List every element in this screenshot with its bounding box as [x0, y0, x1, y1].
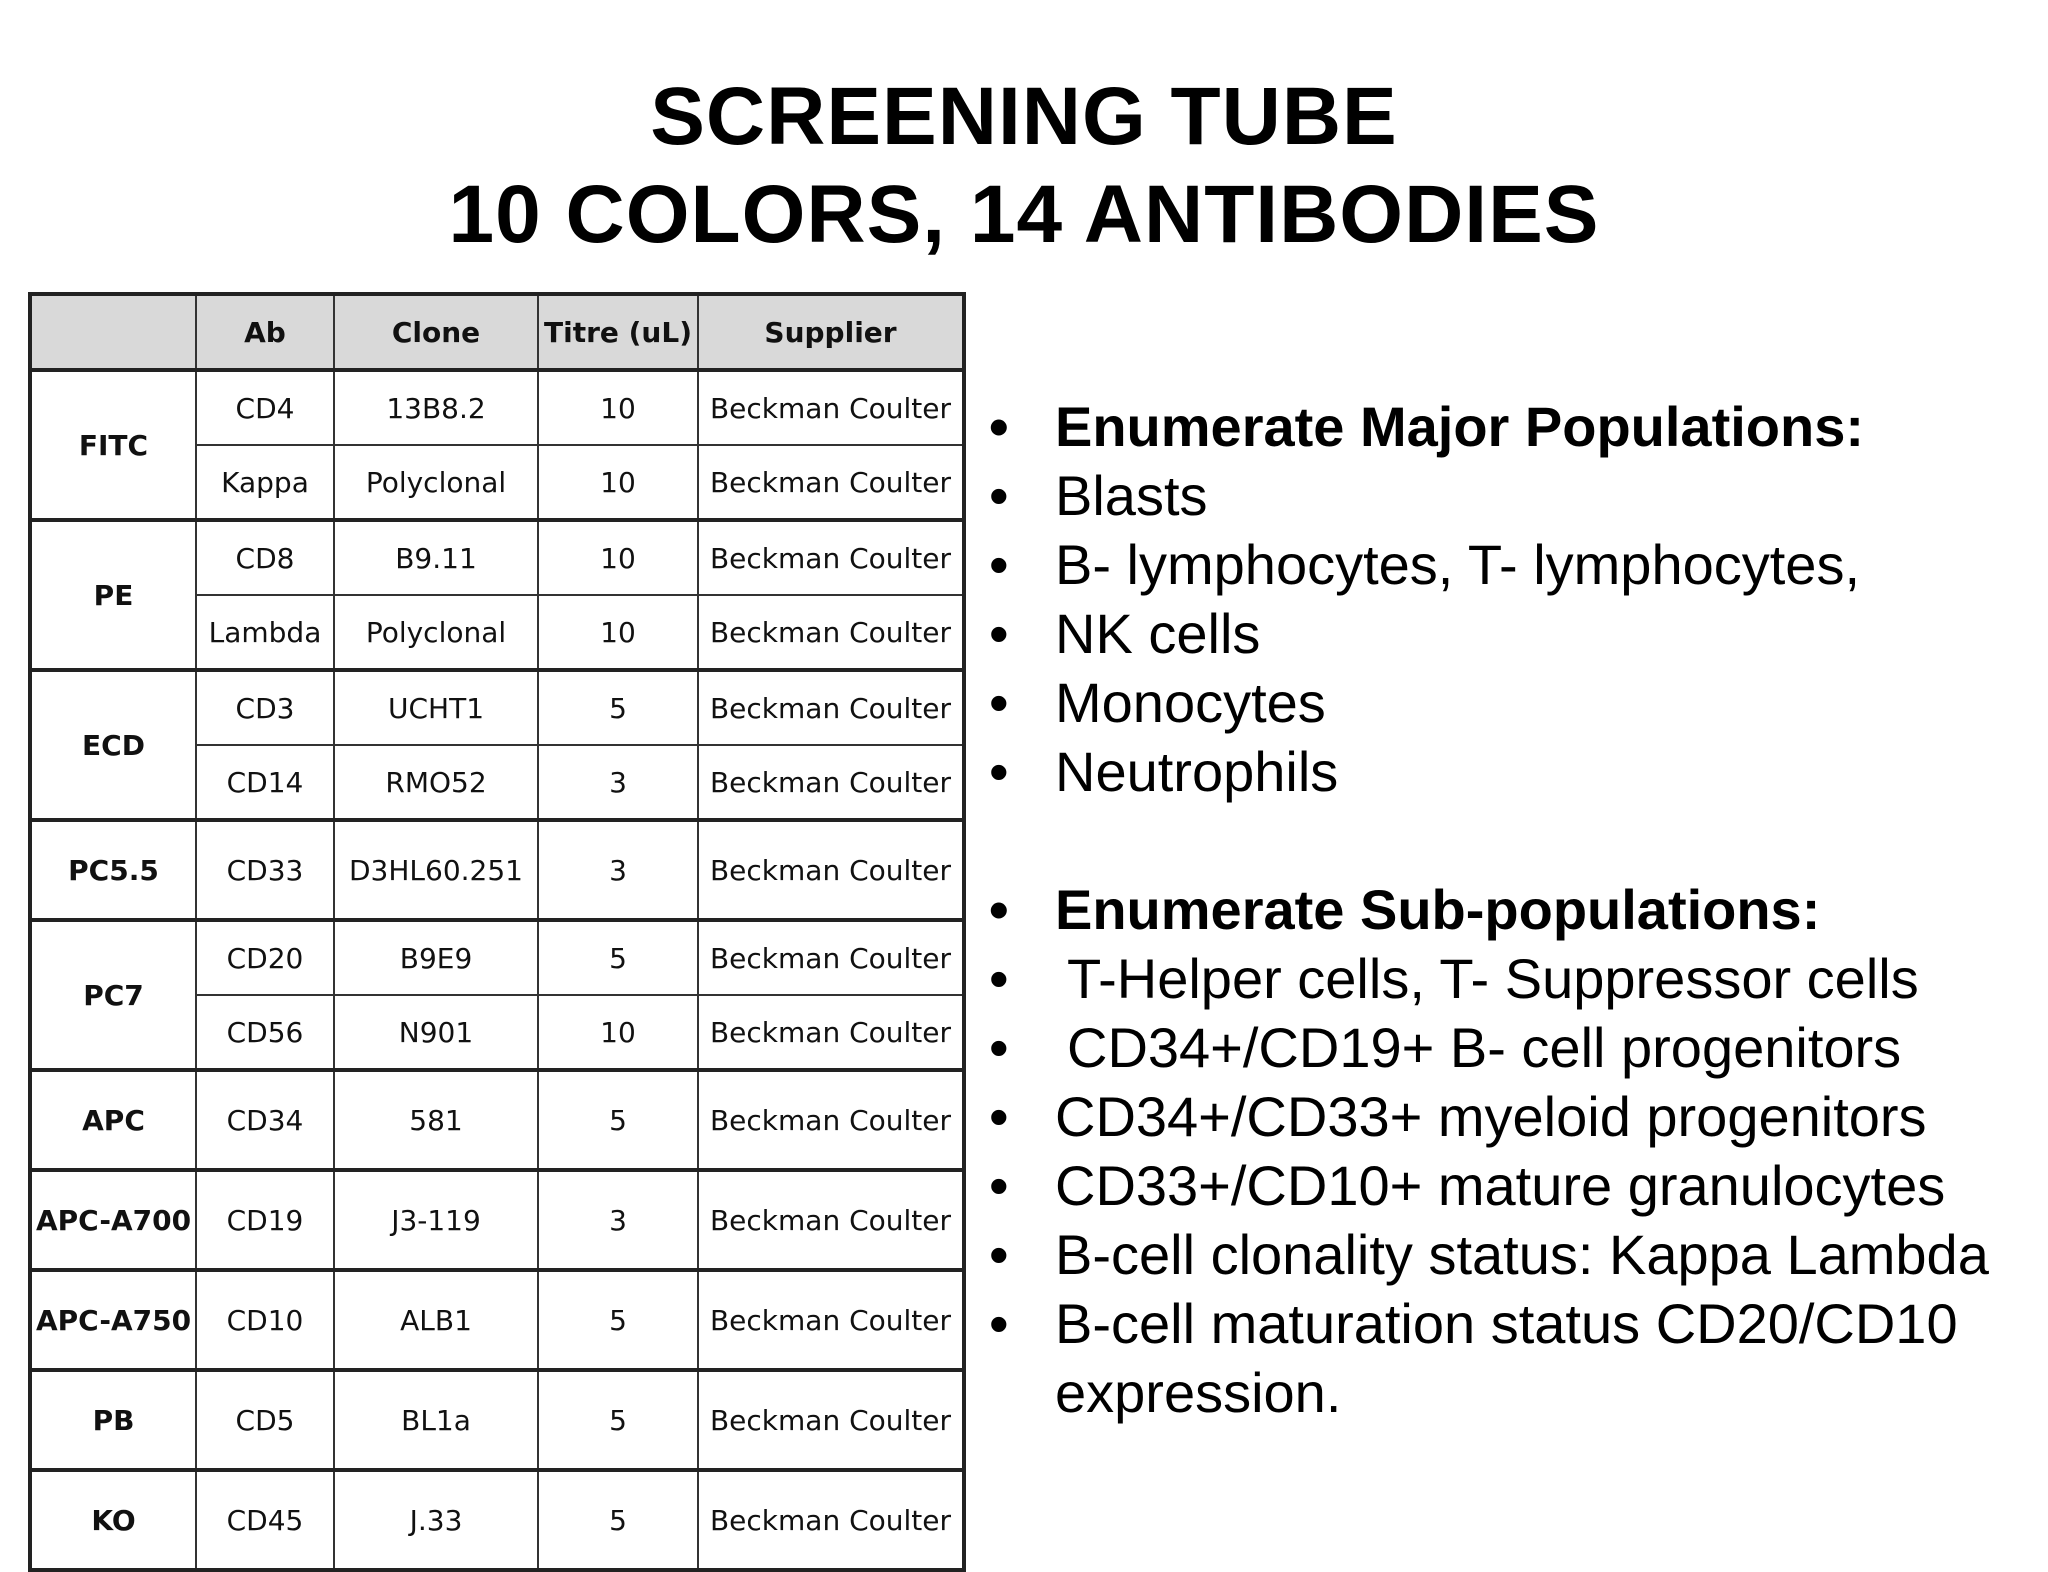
list-item [985, 599, 2035, 668]
supplier-cell: Beckman Coulter [698, 370, 964, 445]
antibody-panel-table [28, 292, 966, 1572]
list-item-text: B- lymphocytes, T- lymphocytes, [1055, 533, 1860, 596]
list-item [985, 1151, 2035, 1220]
major-populations-heading: Enumerate Major Populations: [1055, 395, 1864, 458]
sub-populations-heading: Enumerate Sub-populations: [1055, 878, 1821, 941]
list-item-text: T-Helper cells, T- Suppressor cells [1067, 947, 1919, 1010]
bullet-icon: • [989, 1016, 1009, 1079]
ab-cell: CD33 [196, 820, 334, 920]
list-item [985, 737, 2035, 806]
titre-cell: 5 [538, 1270, 698, 1370]
clone-cell: J3-119 [334, 1170, 538, 1270]
clone-cell: Polyclonal [334, 445, 538, 520]
titre-cell: 5 [538, 1070, 698, 1170]
list-item [985, 1220, 2035, 1289]
list-item [985, 1082, 2035, 1151]
clone-cell: ALB1 [334, 1270, 538, 1370]
table-row [30, 1070, 964, 1170]
ab-cell: CD4 [196, 370, 334, 445]
ab-cell: CD10 [196, 1270, 334, 1370]
list-item [985, 1289, 2035, 1427]
supplier-cell: Beckman Coulter [698, 1070, 964, 1170]
list-item-text: CD34+/CD19+ B- cell progenitors [1067, 1016, 1902, 1079]
clone-cell: BL1a [334, 1370, 538, 1470]
fluorochrome-cell: PC5.5 [30, 820, 196, 920]
bullet-icon: • [989, 1154, 1009, 1217]
bullet-icon: • [989, 671, 1009, 734]
table-row [30, 370, 964, 445]
table-row [30, 1470, 964, 1570]
fluorochrome-cell: FITC [30, 370, 196, 520]
list-item-text: CD33+/CD10+ mature granulocytes [1055, 1154, 1946, 1217]
ab-cell: CD45 [196, 1470, 334, 1570]
list-item [985, 875, 2035, 944]
titre-cell: 5 [538, 670, 698, 745]
clone-cell: RMO52 [334, 745, 538, 820]
title-line-1: SCREENING TUBE [650, 71, 1398, 162]
titre-cell: 10 [538, 995, 698, 1070]
titre-cell: 10 [538, 595, 698, 670]
table-row [30, 820, 964, 920]
list-item-text: B-cell clonality status: Kappa Lambda [1055, 1223, 1989, 1286]
header-titre: Titre (uL) [538, 294, 698, 370]
ab-cell: CD34 [196, 1070, 334, 1170]
header-clone: Clone [334, 294, 538, 370]
clone-cell: B9E9 [334, 920, 538, 995]
ab-cell: Kappa [196, 445, 334, 520]
table-row [30, 1270, 964, 1370]
supplier-cell: Beckman Coulter [698, 1270, 964, 1370]
list-item-text: B-cell maturation status CD20/CD10 expression. [1055, 1292, 1958, 1424]
supplier-cell: Beckman Coulter [698, 745, 964, 820]
slide-title [0, 68, 2048, 264]
fluorochrome-cell: PB [30, 1370, 196, 1470]
supplier-cell: Beckman Coulter [698, 995, 964, 1070]
supplier-cell: Beckman Coulter [698, 1170, 964, 1270]
ab-cell: CD8 [196, 520, 334, 595]
bullet-icon: • [989, 1223, 1009, 1286]
supplier-cell: Beckman Coulter [698, 595, 964, 670]
titre-cell: 3 [538, 1170, 698, 1270]
bullet-icon: • [989, 878, 1009, 941]
header-supplier: Supplier [698, 294, 964, 370]
supplier-cell: Beckman Coulter [698, 1470, 964, 1570]
titre-cell: 10 [538, 445, 698, 520]
titre-cell: 5 [538, 1370, 698, 1470]
list-item [985, 530, 2035, 599]
table-row [30, 520, 964, 595]
fluorochrome-cell: KO [30, 1470, 196, 1570]
titre-cell: 5 [538, 1470, 698, 1570]
clone-cell: D3HL60.251 [334, 820, 538, 920]
bullet-icon: • [989, 533, 1009, 596]
clone-cell: 581 [334, 1070, 538, 1170]
list-item-text: NK cells [1055, 602, 1261, 665]
ab-cell: CD5 [196, 1370, 334, 1470]
bullet-icon: • [989, 1292, 1009, 1355]
header-fluorochrome [30, 294, 196, 370]
list-item [985, 944, 2035, 1013]
list-item-text: Monocytes [1055, 671, 1326, 734]
list-item [985, 461, 2035, 530]
titre-cell: 10 [538, 370, 698, 445]
list-item [985, 668, 2035, 737]
bullet-icon: • [989, 947, 1009, 1010]
clone-cell: N901 [334, 995, 538, 1070]
list-item-text: CD34+/CD33+ myeloid progenitors [1055, 1085, 1927, 1148]
supplier-cell: Beckman Coulter [698, 1370, 964, 1470]
bullet-icon: • [989, 740, 1009, 803]
ab-cell: CD19 [196, 1170, 334, 1270]
supplier-cell: Beckman Coulter [698, 520, 964, 595]
list-item [985, 392, 2035, 461]
fluorochrome-cell: ECD [30, 670, 196, 820]
major-populations-list [985, 392, 2035, 806]
bullet-icon: • [989, 602, 1009, 665]
fluorochrome-cell: APC-A700 [30, 1170, 196, 1270]
table-row [30, 920, 964, 995]
titre-cell: 3 [538, 820, 698, 920]
supplier-cell: Beckman Coulter [698, 820, 964, 920]
clone-cell: B9.11 [334, 520, 538, 595]
clone-cell: J.33 [334, 1470, 538, 1570]
titre-cell: 10 [538, 520, 698, 595]
titre-cell: 5 [538, 920, 698, 995]
fluorochrome-cell: PE [30, 520, 196, 670]
fluorochrome-cell: APC [30, 1070, 196, 1170]
clone-cell: Polyclonal [334, 595, 538, 670]
list-item-text: Blasts [1055, 464, 1208, 527]
ab-cell: Lambda [196, 595, 334, 670]
populations-bullet-list [985, 392, 2035, 1427]
ab-cell: CD3 [196, 670, 334, 745]
bullet-icon: • [989, 464, 1009, 527]
supplier-cell: Beckman Coulter [698, 920, 964, 995]
clone-cell: 13B8.2 [334, 370, 538, 445]
bullet-icon: • [989, 395, 1009, 458]
list-item-text: Neutrophils [1055, 740, 1339, 803]
supplier-cell: Beckman Coulter [698, 445, 964, 520]
title-line-2: 10 COLORS, 14 ANTIBODIES [448, 169, 1600, 260]
table-row [30, 1370, 964, 1470]
header-ab: Ab [196, 294, 334, 370]
fluorochrome-cell: PC7 [30, 920, 196, 1070]
supplier-cell: Beckman Coulter [698, 670, 964, 745]
bullet-icon: • [989, 1085, 1009, 1148]
clone-cell: UCHT1 [334, 670, 538, 745]
list-item [985, 1013, 2035, 1082]
list-spacer [985, 806, 2035, 875]
ab-cell: CD56 [196, 995, 334, 1070]
ab-cell: CD14 [196, 745, 334, 820]
sub-populations-list [985, 875, 2035, 1427]
titre-cell: 3 [538, 745, 698, 820]
table-header-row [30, 294, 964, 370]
table-row [30, 670, 964, 745]
fluorochrome-cell: APC-A750 [30, 1270, 196, 1370]
ab-cell: CD20 [196, 920, 334, 995]
table-row [30, 1170, 964, 1270]
